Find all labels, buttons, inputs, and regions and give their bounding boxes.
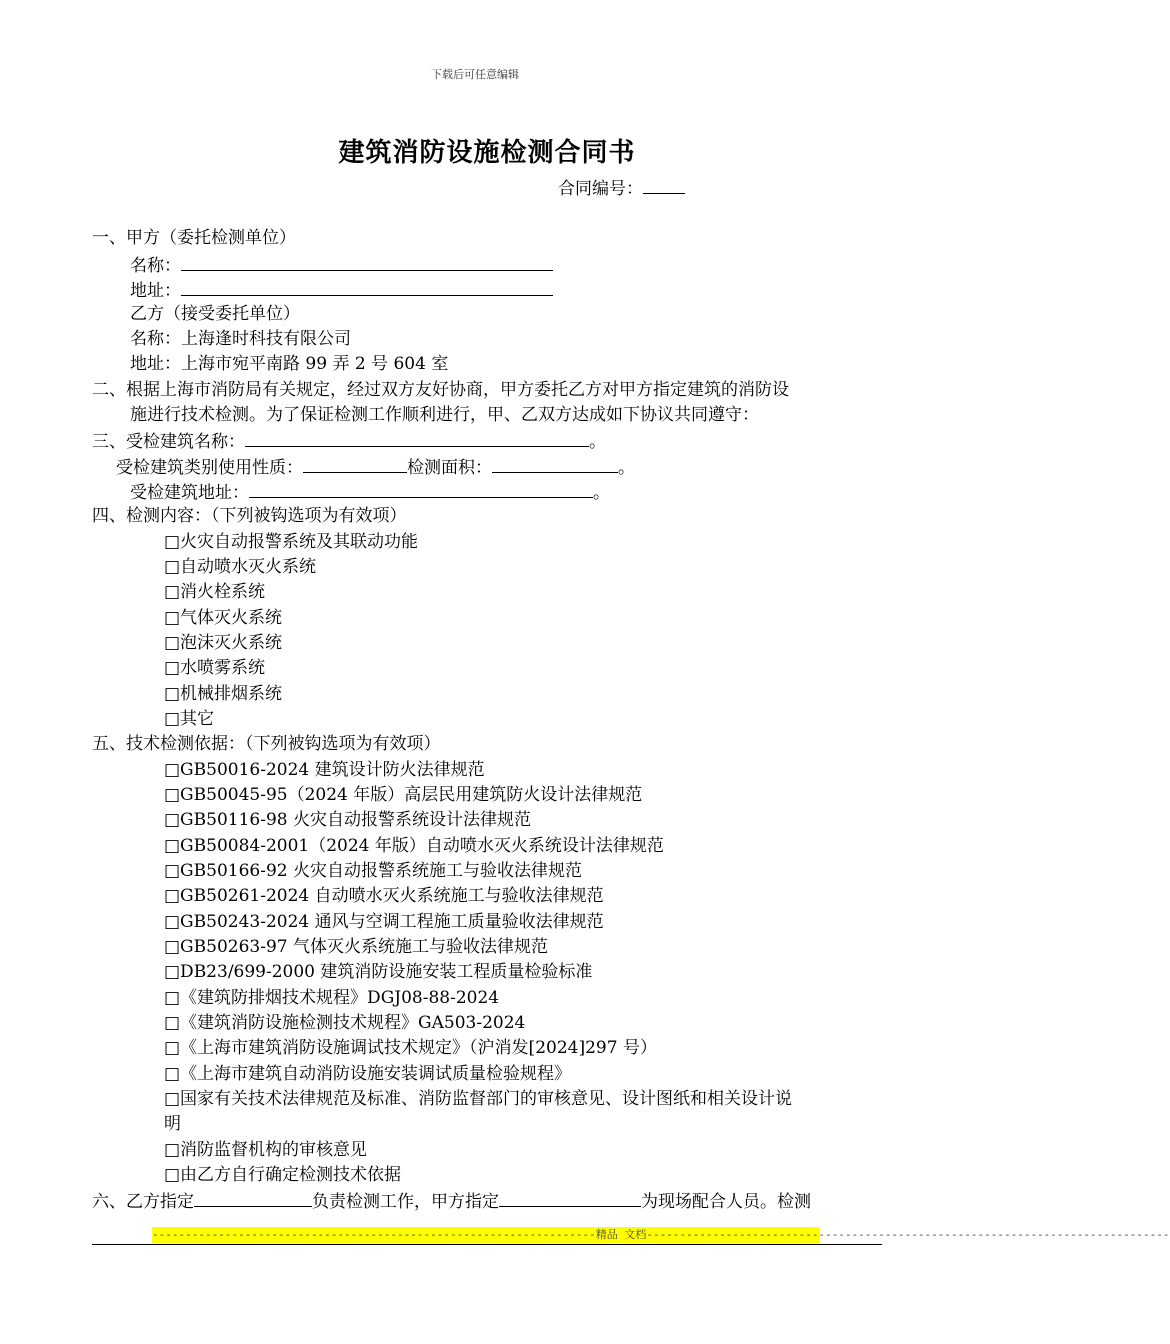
standard-item: □GB50116-98 火灾自动报警系统设计法律规范: [164, 810, 531, 830]
standard-item: □GB50016-2024 建筑设计防火法律规范: [164, 760, 485, 780]
inspection-item: □机械排烟系统: [164, 684, 283, 704]
party-a-name: [130, 253, 553, 277]
section-6-row: [92, 1189, 811, 1213]
party-a-address-label: 地址：: [130, 281, 181, 301]
building-category-label: 受检建筑类别使用性质：: [116, 458, 303, 478]
inspection-item: □泡沫灭火系统: [164, 633, 283, 653]
inspector-blank: [194, 1189, 312, 1207]
standard-item: □GB50263-97 气体灭火系统施工与验收法律规范: [164, 937, 548, 957]
building-category-end: 。: [618, 458, 635, 478]
footer-banner: -------------------------------------------------------------------精品 文档-------------------------------------------------------------------------------: [152, 1228, 1170, 1241]
inspection-item: □自动喷水灭火系统: [164, 557, 317, 577]
standard-item: □《上海市建筑消防设施调试技术规定》（沪消发[2024]297 号）: [164, 1038, 657, 1058]
standard-item: □GB50166-92 火灾自动报警系统施工与验收法律规范: [164, 861, 582, 881]
building-name-blank: [245, 429, 589, 447]
standard-item-continuation: 明: [164, 1114, 181, 1134]
standard-item: □消防监督机构的审核意见: [164, 1140, 368, 1160]
standard-item: □GB50261-2024 自动喷水灭火系统施工与验收法律规范: [164, 886, 604, 906]
building-address-label: 受检建筑地址：: [130, 483, 249, 503]
section-5-heading: 五、技术检测依据：（下列被钩选项为有效项）: [92, 734, 441, 754]
section-6-part-2: 负责检测工作，甲方指定: [312, 1192, 499, 1212]
standard-item: □由乙方自行确定检测技术依据: [164, 1165, 402, 1185]
standard-item: □GB50045-95（2024 年版）高层民用建筑防火设计法律规范: [164, 785, 643, 805]
party-a-heading: 一、甲方（委托检测单位）: [92, 228, 296, 248]
building-address-end: 。: [593, 483, 610, 503]
building-category-blank: [303, 455, 407, 473]
section-6-part-1: 六、乙方指定: [92, 1192, 194, 1212]
footer-divider: [92, 1244, 882, 1245]
inspection-item: □水喷雾系统: [164, 658, 266, 678]
contract-number-label: 合同编号：: [558, 179, 643, 199]
section-6-part-3: 为现场配合人员。检测: [641, 1192, 811, 1212]
building-name-row: [92, 429, 606, 453]
inspection-item: □消火栓系统: [164, 582, 266, 602]
standard-item: □《上海市建筑自动消防设施安装调试质量检验规程》: [164, 1064, 572, 1084]
section-2-line-2: 施进行技术检测。为了保证检测工作顺利进行，甲、乙双方达成如下协议共同遵守：: [130, 405, 759, 425]
building-name-end: 。: [589, 432, 606, 452]
site-contact-blank: [499, 1189, 641, 1207]
party-a-address: [130, 278, 553, 302]
standard-item: □《建筑消防设施检测技术规程》GA503-2024: [164, 1013, 526, 1033]
inspection-area-label: 检测面积：: [407, 458, 492, 478]
inspection-item: □其它: [164, 709, 215, 729]
standard-item: □《建筑防排烟技术规程》DGJ08-88-2024: [164, 988, 500, 1008]
party-a-name-label: 名称：: [130, 256, 181, 276]
contract-number-blank: [643, 176, 685, 194]
standard-item: □国家有关技术法律规范及标准、消防监督部门的审核意见、设计图纸和相关设计说: [164, 1089, 793, 1109]
section-4-heading: 四、检测内容：（下列被钩选项为有效项）: [92, 506, 407, 526]
standard-item: □DB23/699-2000 建筑消防设施安装工程质量检验标准: [164, 962, 593, 982]
inspection-item: □气体灭火系统: [164, 608, 283, 628]
contract-number: [558, 174, 685, 199]
building-name-label: 三、受检建筑名称：: [92, 432, 245, 452]
party-a-name-blank: [181, 253, 553, 271]
inspection-area-blank: [492, 455, 618, 473]
party-b-name: 名称：上海逢时科技有限公司: [130, 329, 351, 349]
building-address-blank: [249, 480, 593, 498]
document-title: 建筑消防设施检测合同书: [338, 138, 636, 168]
section-2-line-1: 二、根据上海市消防局有关规定，经过双方友好协商，甲方委托乙方对甲方指定建筑的消防设: [92, 380, 789, 400]
party-a-address-blank: [181, 278, 553, 296]
header-note: 下载后可任意编辑: [431, 68, 519, 81]
building-address-row: [130, 480, 610, 504]
party-b-address: 地址：上海市宛平南路 99 弄 2 号 604 室: [130, 354, 449, 374]
standard-item: □GB50084-2001（2024 年版）自动喷水灭火系统设计法律规范: [164, 836, 664, 856]
party-b-heading: 乙方（接受委托单位）: [130, 304, 300, 324]
standard-item: □GB50243-2024 通风与空调工程施工质量验收法律规范: [164, 912, 604, 932]
building-category-row: [116, 455, 635, 479]
inspection-item: □火灾自动报警系统及其联动功能: [164, 532, 419, 552]
